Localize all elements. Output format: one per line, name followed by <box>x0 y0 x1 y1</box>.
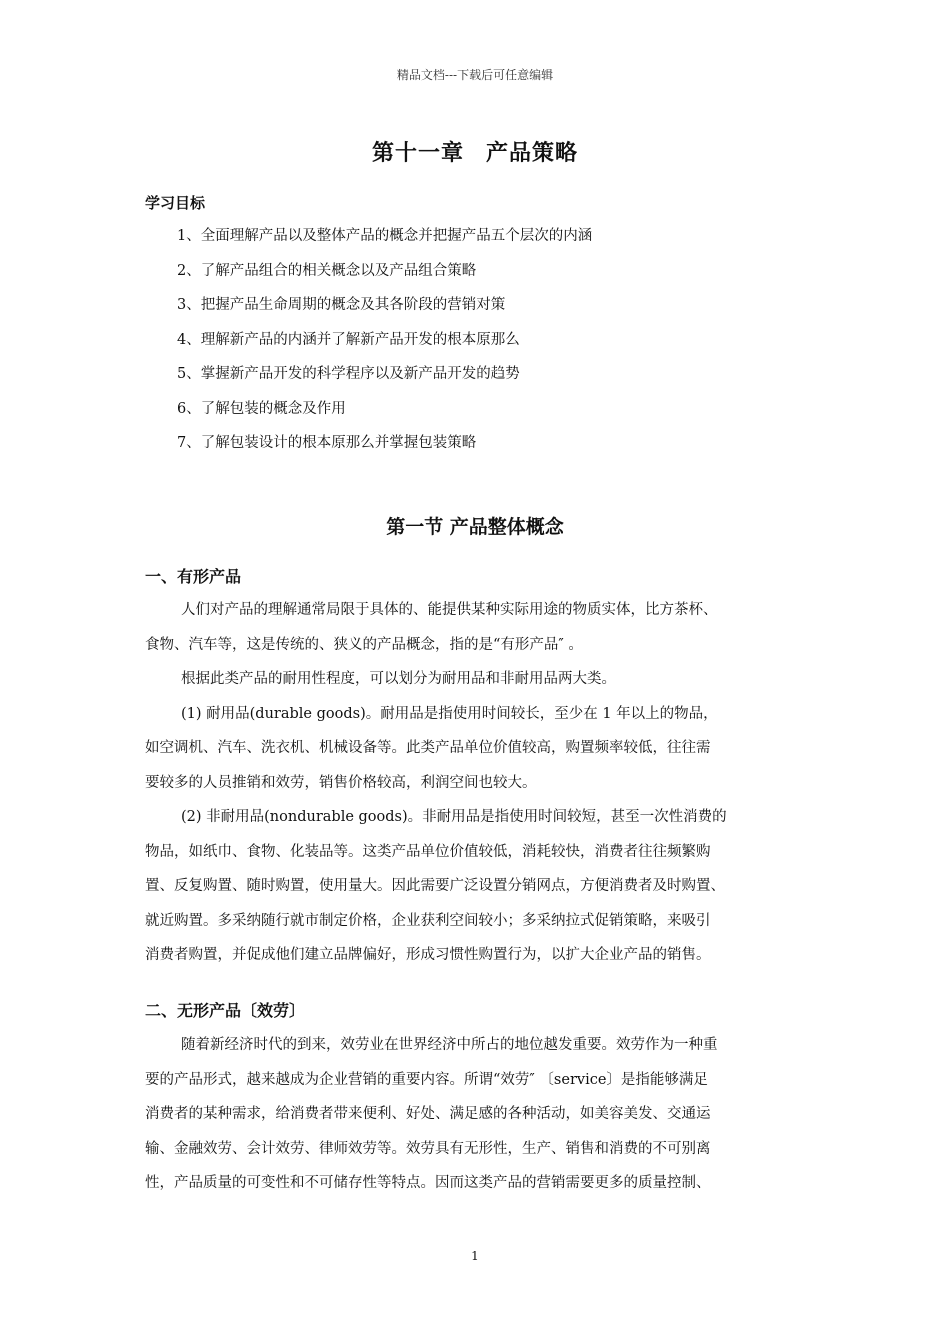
chapter-title <box>0 136 950 167</box>
learning-goal-item: 1、全面理解产品以及整体产品的概念并把握产品五个层次的内涵 <box>177 228 593 244</box>
paragraph-line: 根据此类产品的耐用性程度，可以划分为耐用品和非耐用品两大类。 <box>181 671 616 687</box>
paragraph-line: 就近购置。多采纳随行就市制定价格，企业获利空间较小；多采纳拉式促销策略，来吸引 <box>145 912 711 929</box>
learning-goal-item: 5、掌握新产品开发的科学程序以及新产品开发的趋势 <box>177 366 520 382</box>
paragraph-line: (2) 非耐用品(nondurable goods)。非耐用品是指使用时间较短，甚至一次性消费的 <box>181 809 727 825</box>
paragraph-line: 食物、汽车等，这是传统的、狭义的产品概念，指的是“有形产品″ 。 <box>145 636 583 653</box>
paragraph-line: 性，产品质量的可变性和不可储存性等特点。因而这类产品的营销需要更多的质量控制、 <box>145 1175 711 1191</box>
learning-goals-list <box>177 224 592 466</box>
paragraph-line: 随着新经济时代的到来，效劳业在世界经济中所占的地位越发重要。效劳作为一种重 <box>181 1037 718 1053</box>
page-number: 1 <box>471 1249 479 1263</box>
learning-goal-item: 7、了解包装设计的根本原那么并掌握包装策略 <box>177 435 477 451</box>
chapter-name: 产品策略 <box>486 141 579 166</box>
paragraph-line: 消费者的某种需求，给消费者带来便利、好处、满足感的各种活动，如美容美发、交通运 <box>145 1106 711 1122</box>
header-watermark: 精品文档---下载后可任意编辑 <box>396 68 554 82</box>
paragraph-line: 置、反复购置、随时购置，使用量大。因此需要广泛设置分销网点，方便消费者及时购置、 <box>145 878 725 894</box>
paragraph-line: 如空调机、汽车、洗衣机、机械设备等。此类产品单位价值较高，购置频率较低，往往需 <box>145 740 711 756</box>
section-title: 第一节 产品整体概念 <box>386 516 564 538</box>
paragraph-line: 消费者购置，并促成他们建立品牌偏好，形成习惯性购置行为，以扩大企业产品的销售。 <box>145 947 711 963</box>
paragraph-line: 输、金融效劳、会计效劳、律师效劳等。效劳具有无形性，生产、销售和消费的不可别离 <box>145 1140 711 1157</box>
learning-goal-item: 4、理解新产品的内涵并了解新产品开发的根本原那么 <box>177 331 520 348</box>
paragraph-line: 要较多的人员推销和效劳，销售价格较高，利润空间也较大。 <box>145 774 537 791</box>
learning-goals-heading: 学习目标 <box>145 194 206 212</box>
intangible-product-heading: 二、无形产品〔效劳〕 <box>145 1001 306 1020</box>
tangible-product-body <box>145 598 825 978</box>
paragraph-line: 物品，如纸巾、食物、化装品等。这类产品单位价值较低，消耗较快，消费者往往频繁购 <box>145 843 711 860</box>
chapter-number: 第十一章 <box>371 141 464 166</box>
paragraph-line: (1) 耐用品(durable goods)。耐用品是指使用时间较长，至少在 1 年以上的物品， <box>181 705 718 722</box>
intangible-product-body <box>145 1033 825 1206</box>
paragraph-line: 要的产品形式，越来越成为企业营销的重要内容。所谓“效劳″ 〔service〕是指能够满足 <box>145 1071 708 1088</box>
tangible-product-heading: 一、有形产品 <box>145 567 242 586</box>
learning-goal-item: 6、了解包装的概念及作用 <box>177 400 346 417</box>
paragraph-line: 人们对产品的理解通常局限于具体的、能提供某种实际用途的物质实体，比方茶杯、 <box>181 602 718 618</box>
learning-goal-item: 2、了解产品组合的相关概念以及产品组合策略 <box>177 262 477 279</box>
learning-goal-item: 3、把握产品生命周期的概念及其各阶段的营销对策 <box>177 297 506 313</box>
